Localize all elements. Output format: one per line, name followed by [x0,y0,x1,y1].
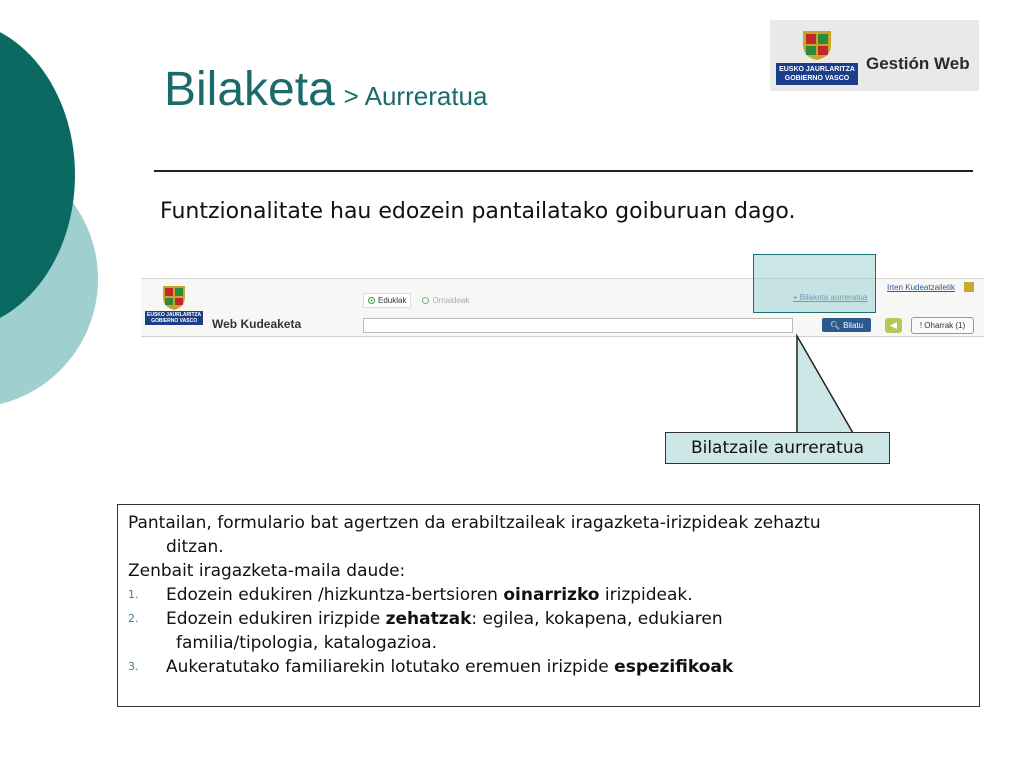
callout-pointer-shape [797,336,853,433]
desc-intro: Pantailan, formulario bat agertzen da erabiltzaileak iragazketa-irizpideak zehaztu [128,513,821,533]
title-main: Bilaketa [164,63,335,116]
list-text-bold: zehatzak [385,609,472,629]
description-box [117,504,980,707]
radio-eduklak-label: Eduklak [378,296,407,305]
radio-unselected-icon [422,297,429,304]
title-divider [154,170,973,172]
radio-selected-icon [368,297,375,304]
list-text-after: : egilea, kokapena, edukiaren [471,609,723,629]
shot-logo [145,283,203,325]
radio-orrialdeak[interactable] [417,293,474,308]
desc-levels-intro: Zenbait iragazketa-maila daude: [128,561,406,581]
shot-org-line1: EUSKO JAURLARITZA [147,312,202,318]
search-input[interactable] [363,318,793,333]
list-number: 1. [128,588,139,601]
list-item [128,655,969,679]
desc-intro-cont: ditzan. [166,537,224,557]
list-text-before: Edozein edukiren irizpide [166,609,386,629]
list-text [166,583,969,607]
intro-text: Funtzionalitate hau edozein pantailatako goiburuan dago. [160,199,796,224]
title-sub: > Aurreratua [343,81,488,111]
list-text-bold: oinarrizko [503,585,600,605]
shot-org-line2: GOBIERNO VASCO [151,318,198,324]
logo-org-line1: EUSKO JAURLARITZA [779,65,855,73]
logo-emblem [774,27,860,85]
advanced-search-callout: Bilatzaile aurreratua [665,432,890,464]
search-button-label: Bilatu [843,320,864,330]
logo-product-name: Gestión Web [866,53,970,73]
list-text-before: Aukeratutako familiarekin lotutako eremuen irizpide [166,657,615,677]
magnifier-icon: 🔍︎ [829,320,841,330]
back-arrow-icon[interactable]: ◀ [885,318,902,333]
list-item [128,583,969,607]
list-text-bold: espezifikoak [614,657,734,677]
exit-link[interactable]: Irten Kudeatzailetik [887,283,956,292]
levels-list [128,583,969,679]
logo-org-line2: GOBIERNO VASCO [784,74,850,82]
search-button[interactable] [822,318,871,332]
search-scope-radios [363,293,474,308]
app-name: Web Kudeaketa [212,317,302,331]
radio-orrialdeak-label: Orrialdeak [432,296,470,305]
notes-button[interactable]: ! Oharrak (1) [911,317,974,334]
shot-org-name [145,311,203,325]
radio-eduklak[interactable] [363,293,411,308]
list-text-after: irizpideak. [599,585,693,605]
list-text-before: Edozein edukiren /hizkuntza-bertsioren [166,585,504,605]
list-text [166,607,969,655]
list-text-wrap: familia/tipologia, katalogazioa. [176,633,437,653]
shield-icon [799,27,835,61]
shield-icon [160,283,188,311]
list-text [166,655,969,679]
list-item [128,607,969,655]
advanced-search-highlight [753,254,876,313]
logo-org-name [776,63,858,85]
list-number: 3. [128,660,139,673]
flag-icon[interactable] [964,282,974,292]
gestion-web-logo [770,20,979,91]
list-number: 2. [128,612,139,625]
slide-title [164,62,487,117]
